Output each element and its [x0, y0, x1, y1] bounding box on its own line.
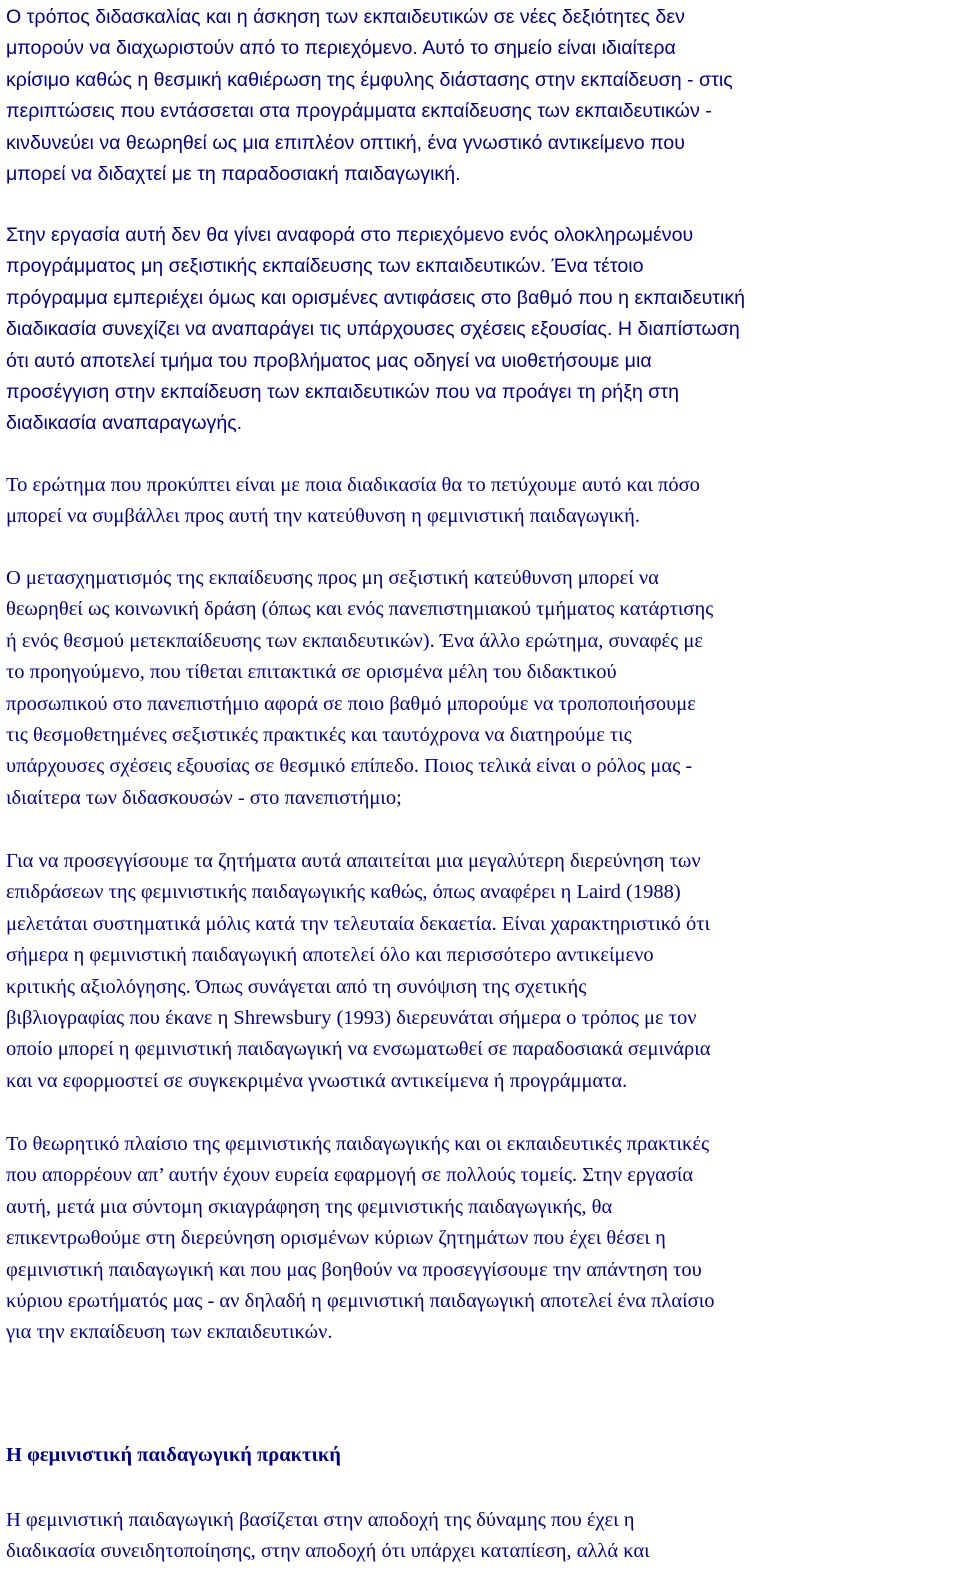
text-line: που απορρέουν απ’ αυτήν έχουν ευρεία εφαρμογή σε πολλούς τομείς. Στην εργασία: [6, 1164, 694, 1187]
text-line: μπορούν να διαχωριστούν από το περιεχόμενο. Αυτό το σημείο είναι ιδιαίτερα: [6, 37, 676, 60]
text-line: επιδράσεων της φεμινιστικής παιδαγωγικής καθώς, όπως αναφέρει η Laird (1988): [6, 881, 681, 904]
text-line: προσωπικού στο πανεπιστήμιο αφορά σε ποιο βαθμό μπορούμε να τροποποιήσουμε: [6, 692, 696, 715]
paragraph-final: [6, 1505, 956, 1568]
paragraph-4: [6, 563, 956, 814]
text-line: αυτή, μετά μια σύντομη σκιαγράφηση της φεμινιστικής παιδαγωγικής, θα: [6, 1195, 613, 1218]
text-line: προγράμματος μη σεξιστικής εκπαίδευσης των εκπαιδευτικών. Ένα τέτοιο: [6, 255, 644, 278]
text-line: μπορεί να διδαχτεί με τη παραδοσιακή παιδαγωγική.: [6, 162, 461, 185]
text-line: μπορεί να συμβάλλει προς αυτή την κατεύθυνση η φεμινιστική παιδαγωγική.: [6, 505, 640, 528]
text-line: διαδικασία συνεχίζει να αναπαράγει τις υπάρχουσες σχέσεις εξουσίας. Η διαπίστωση: [6, 318, 740, 341]
text-line: Στην εργασία αυτή δεν θα γίνει αναφορά στο περιεχόμενο ενός ολοκληρωμένου: [6, 224, 694, 246]
text-line: Ο τρόπος διδασκαλίας και η άσκηση των εκπαιδευτικών σε νέες δεξιότητες δεν: [6, 6, 685, 28]
text-line: φεμινιστική παιδαγωγική και που μας βοηθούν να προσεγγίσουμε την απάντηση του: [6, 1258, 702, 1281]
section-heading: Η φεμινιστική παιδαγωγική πρακτική: [6, 1444, 341, 1466]
text-line: πρόγραμμα εμπεριέχει όμως και ορισμένες αντιφάσεις στο βαθμό που η εκπαιδευτική: [6, 286, 746, 309]
text-line: κριτικής αξιολόγησης. Όπως συνάγεται από τη συνόψιση της σχετικής: [6, 975, 587, 998]
text-line: Το θεωρητικό πλαίσιο της φεμινιστικής παιδαγωγικής και οι εκπαιδευτικές πρακτικές: [6, 1133, 710, 1155]
text-line: υπάρχουσες σχέσεις εξουσίας σε θεσμικό επίπεδο. Ποιος τελικά είναι ο ρόλος μας -: [6, 755, 693, 778]
text-line: τις θεσμοθετημένες σεξιστικές πρακτικές και ταυτόχρονα να διατηρούμε τις: [6, 723, 632, 746]
text-line: βιβλιογραφίας που έκανε η Shrewsbury (1993) διερευνάται σήμερα ο τρόπος με τον: [6, 1006, 697, 1029]
text-line: ή ενός θεσμού μετεκπαίδευσης των εκπαιδευτικών). Ένα άλλο ερώτημα, συναφές με: [6, 629, 703, 652]
paragraph-6: [6, 1129, 956, 1349]
text-line: οποίο μπορεί η φεμινιστική παιδαγωγική να ενσωματωθεί σε παραδοσιακά σεμινάρια: [6, 1038, 711, 1061]
text-line: προσέγγιση στην εκπαίδευση των εκπαιδευτικών που να προάγει τη ρήξη στη: [6, 380, 680, 403]
paragraph-3: [6, 470, 956, 533]
text-line: μελετάται συστηματικά μόλις κατά την τελευταία δεκαετία. Είναι χαρακτηριστικό ότι: [6, 912, 711, 935]
text-line: Για να προσεγγίσουμε τα ζητήματα αυτά απαιτείται μια μεγαλύτερη διερεύνηση των: [6, 850, 701, 872]
text-line: Η φεμινιστική παιδαγωγική βασίζεται στην αποδοχή της δύναμης που έχει η: [6, 1509, 635, 1531]
text-line: κύριου ερωτήματός μας - αν δηλαδή η φεμινιστική παιδαγωγική αποτελεί ένα πλαίσιο: [6, 1289, 715, 1312]
text-line: ότι αυτό αποτελεί τμήμα του προβλήματος μας οδηγεί να υιοθετήσουμε μια: [6, 349, 652, 372]
text-line: περιπτώσεις που εντάσσεται στα προγράμματα εκπαίδευσης των εκπαιδευτικών -: [6, 100, 712, 123]
text-line: Το ερώτημα που προκύπτει είναι με ποια διαδικασία θα το πετύχουμε αυτό και πόσο: [6, 474, 700, 496]
text-line: επικεντρωθούμε στη διερεύνηση ορισμένων κύριων ζητημάτων που έχει θέσει η: [6, 1227, 666, 1250]
text-line: διαδικασία αναπαραγωγής.: [6, 412, 243, 435]
text-line: διαδικασία συνειδητοποίησης, στην αποδοχή ότι υπάρχει καταπίεση, αλλά και: [6, 1540, 650, 1563]
text-line: ιδιαίτερα των διδασκουσών - στο πανεπιστήμιο;: [6, 786, 402, 809]
text-line: κινδυνεύει να θεωρηθεί ως μια επιπλέον οπτική, ένα γνωστικό αντικείμενο που: [6, 131, 685, 154]
text-line: κρίσιμο καθώς η θεσμική καθιέρωση της έμφυλης διάστασης στην εκπαίδευση - στις: [6, 68, 733, 91]
paragraph-2: [6, 220, 956, 440]
text-line: θεωρηθεί ως κοινωνική δράση (όπως και ενός πανεπιστημιακού τμήματος κατάρτισης: [6, 598, 714, 621]
paragraph-1: [6, 2, 956, 190]
text-line: το προηγούμενο, που τίθεται επιτακτικά σε ορισμένα μέλη του διδακτικού: [6, 661, 617, 684]
paragraph-5: [6, 846, 956, 1097]
text-line: σήμερα η φεμινιστική παιδαγωγική αποτελεί όλο και περισσότερο αντικείμενο: [6, 944, 654, 967]
text-line: για την εκπαίδευση των εκπαιδευτικών.: [6, 1321, 333, 1344]
text-line: Ο μετασχηματισμός της εκπαίδευσης προς μη σεξιστική κατεύθυνση μπορεί να: [6, 567, 659, 589]
text-line: και να εφορμοστεί σε συγκεκριμένα γνωστικά αντικείμενα ή προγράμματα.: [6, 1069, 628, 1092]
